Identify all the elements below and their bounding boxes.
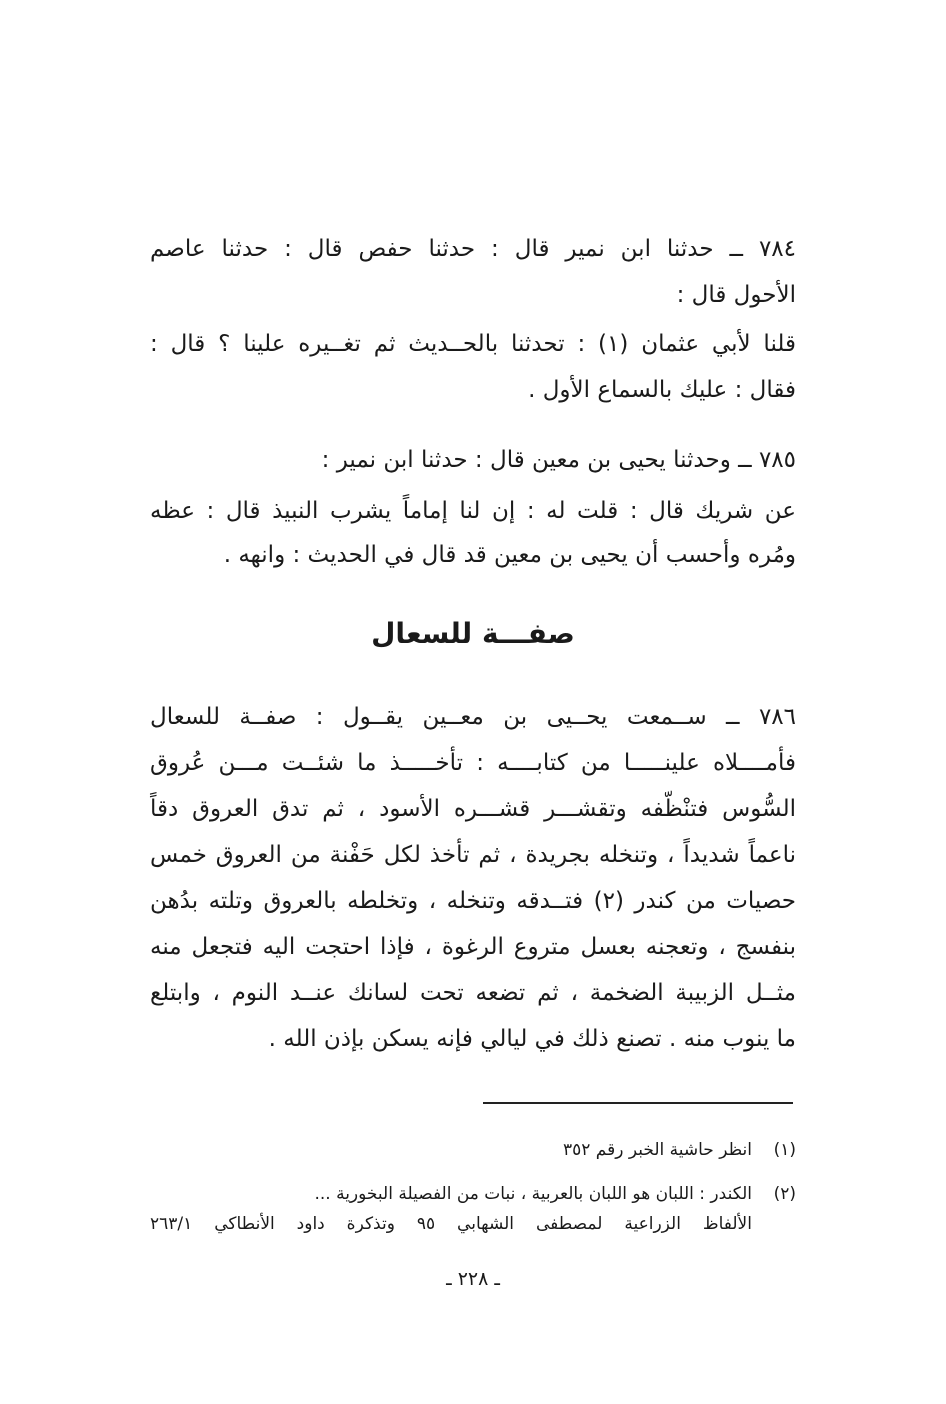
entry-785-line-1: ٧٨٥ ــ وحدثنا يحيى بن معين قال : حدثنا ابن نمير :: [321, 447, 796, 473]
footnote-1: [150, 1136, 796, 1164]
entry-786-line-4: ناعماً شديداً ، وتنخله بجريدة ، ثم تأخذ لكل حَفْنة من العروق خمس: [150, 842, 796, 868]
footnote-2-continuation: الألفاظ الزراعية لمصطفى الشهابي ٩٥ وتذكرة داود الأنطاكي ٢٦٣/١: [150, 1214, 752, 1234]
entry-784-line-3: قلنا لأبي عثمان (١) : تحدثنا بالحــديث ثم تغــيره علينا ؟ قال :: [150, 331, 796, 357]
section-title: صفـــة للسعال: [371, 617, 575, 650]
entry-786-line-3: السُّوس فتنْظّفه وتقشـــر قشـــره الأسود ، ثم تدق العروق دقاً: [150, 796, 796, 822]
entry-786-line-6: بنفسج ، وتعجنه بعسل متروع الرغوة ، فإذا احتجت اليه فتجعل منه: [150, 934, 796, 960]
footnote-2: [150, 1180, 796, 1208]
entry-786-line-2: فأمــــلاه علينـــــا من كتابــــه : تأخـــــذ ما شئــت مـــن عُروق: [150, 750, 796, 776]
entry-784-line-4: فقال : عليك بالسماع الأول .: [528, 377, 796, 403]
entry-784-line-1: ٧٨٤ ــ حدثنا ابن نمير قال : حدثنا حفص قال : حدثنا عاصم: [150, 236, 796, 262]
entry-786-line-8: ما ينوب منه . تصنع ذلك في ليالي فإنه يسكن بإذن الله .: [268, 1026, 796, 1052]
footnote-2-number: (٢): [773, 1184, 796, 1204]
entry-784-line-2: الأحول قال :: [676, 282, 796, 308]
entry-785-line-3: ومُره وأحسب أن يحيى بن معين قد قال في الحديث : وانهه .: [223, 542, 796, 568]
footnote-1-number: (١): [773, 1140, 796, 1160]
page-number: ـ ٢٢٨ ـ: [446, 1268, 500, 1290]
entry-785-line-2: عن شريك قال : قلت له : إن لنا إماماً يشرب النبيذ قال : عظه: [150, 498, 796, 524]
footnote-separator: [483, 1102, 793, 1104]
entry-786-line-5: حصيات من كندر (٢) فتــدقه وتنخله ، وتخلطه بالعروق وتلته بدُهن: [150, 888, 797, 914]
footnote-2-text: الكندر : اللبان هو اللبان بالعربية ، نبات من الفصيلة البخورية ...: [314, 1184, 752, 1204]
footnote-1-text: انظر حاشية الخبر رقم ٣٥٢: [562, 1140, 752, 1160]
entry-786-line-7: مثــل الزبيبة الضخمة ، ثم تضعه تحت لسانك عنــد النوم ، وابتلع: [150, 980, 796, 1006]
entry-786-line-1: ٧٨٦ ــ ســمعت يحــيى بن معــين يقــول : صفــة للسعال: [150, 704, 796, 730]
